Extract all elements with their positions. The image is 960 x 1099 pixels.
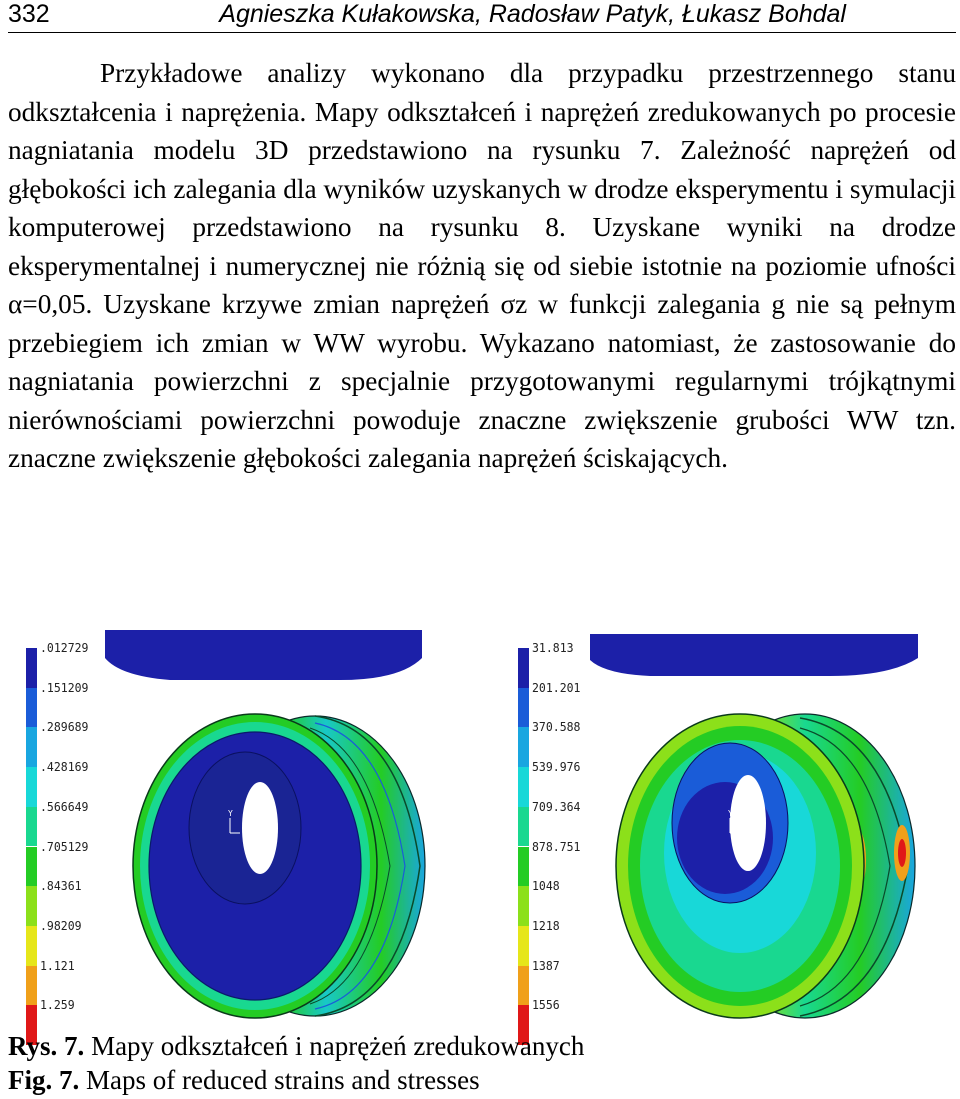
legend-label: .98209 <box>40 917 82 933</box>
legend-swatch <box>26 926 37 966</box>
legend-label: .705129 <box>40 838 89 854</box>
roller-shape <box>105 630 422 680</box>
legend-swatch <box>518 727 529 767</box>
axis-label-y: Y <box>728 809 733 818</box>
legend-label: .289689 <box>40 719 89 735</box>
legend-swatch <box>26 966 37 1006</box>
legend-label: 1048 <box>532 878 560 894</box>
legend-label: 709.364 <box>532 798 581 814</box>
legend-label: 1387 <box>532 957 560 973</box>
caption-en <box>8 1064 480 1096</box>
legend-label: 1556 <box>532 997 560 1013</box>
legend-swatch <box>518 966 529 1006</box>
running-header <box>8 0 956 33</box>
legend-swatch <box>518 847 529 887</box>
axis-label-z: Z <box>242 829 247 838</box>
legend-label: .566649 <box>40 798 89 814</box>
legend-swatch <box>26 847 37 887</box>
legend-label: .012729 <box>40 640 89 655</box>
page-number: 332 <box>8 0 50 28</box>
legend-swatch <box>26 648 37 688</box>
legend-swatch <box>26 688 37 728</box>
caption-en-text: Maps of reduced strains and stresses <box>86 1065 480 1095</box>
legend-label: 539.976 <box>532 759 581 775</box>
legend-label: 31.813 <box>532 640 574 655</box>
legend-label: .84361 <box>40 878 82 894</box>
roller-shape <box>590 634 918 676</box>
running-head-authors: Agnieszka Kułakowska, Radosław Patyk, Łukasz Bohdal <box>219 0 846 28</box>
axis-label-x: X <box>742 829 747 838</box>
caption-en-label: Fig. 7. <box>8 1065 80 1095</box>
strain-map-image <box>100 628 430 1020</box>
stress-map-image <box>590 628 920 1020</box>
caption-pl <box>8 1030 584 1062</box>
legend-swatch <box>518 648 529 688</box>
legend-label: 878.751 <box>532 838 581 854</box>
caption-pl-label: Rys. 7. <box>8 1031 85 1061</box>
legend-swatch <box>518 807 529 847</box>
body-text <box>8 54 956 478</box>
legend-label: .428169 <box>40 759 89 775</box>
legend-swatch <box>26 767 37 807</box>
legend-swatch <box>518 688 529 728</box>
legend-swatch <box>518 926 529 966</box>
caption-pl-text: Mapy odkształceń i naprężeń zredukowanych <box>91 1031 585 1061</box>
legend-swatch <box>26 886 37 926</box>
legend-swatch <box>26 727 37 767</box>
legend-label: 1.259 <box>40 997 75 1013</box>
legend-label: 1218 <box>532 917 560 933</box>
legend-label: .151209 <box>40 679 89 695</box>
figure-7 <box>0 628 960 1020</box>
legend-swatch <box>518 886 529 926</box>
legend-label: 370.588 <box>532 719 581 735</box>
legend-label: 1.121 <box>40 957 75 973</box>
legend-label: 201.201 <box>532 679 581 695</box>
legend-swatch <box>26 807 37 847</box>
paragraph: Przykładowe analizy wykonano dla przypadku przestrzennego stanu odkształcenia i naprężenia. Mapy odkształceń i naprężeń zredukowanych po procesie nagniatania modelu 3D przedstawiono na rysunku 7. Zależność naprężeń od głębokości ich zalegania dla wyników uzyskanych w drodze eksperymentu i symulacji komputerowej przedstawiono na rysunku 8. Uzyskane wyniki na drodze eksperymentalnej i numerycznej nie różnią się od siebie istotnie na poziomie ufności α=0,05. Uzyskane krzywe zmian naprężeń σz w funkcji zalegania g nie są pełnym przebiegiem ich zmian w WW wyrobu. Wykazano natomiast, że zastosowanie do nagniatania powierzchni z specjalnie przygotowanymi regularnymi trójkątnymi nierównościami powierzchni powoduje znaczne zwiększenie grubości WW tzn. znaczne zwiększenie głębokości zalegania naprężeń ściskających. <box>8 58 956 473</box>
legend-swatch <box>518 767 529 807</box>
axis-label-y: Y <box>228 809 233 818</box>
